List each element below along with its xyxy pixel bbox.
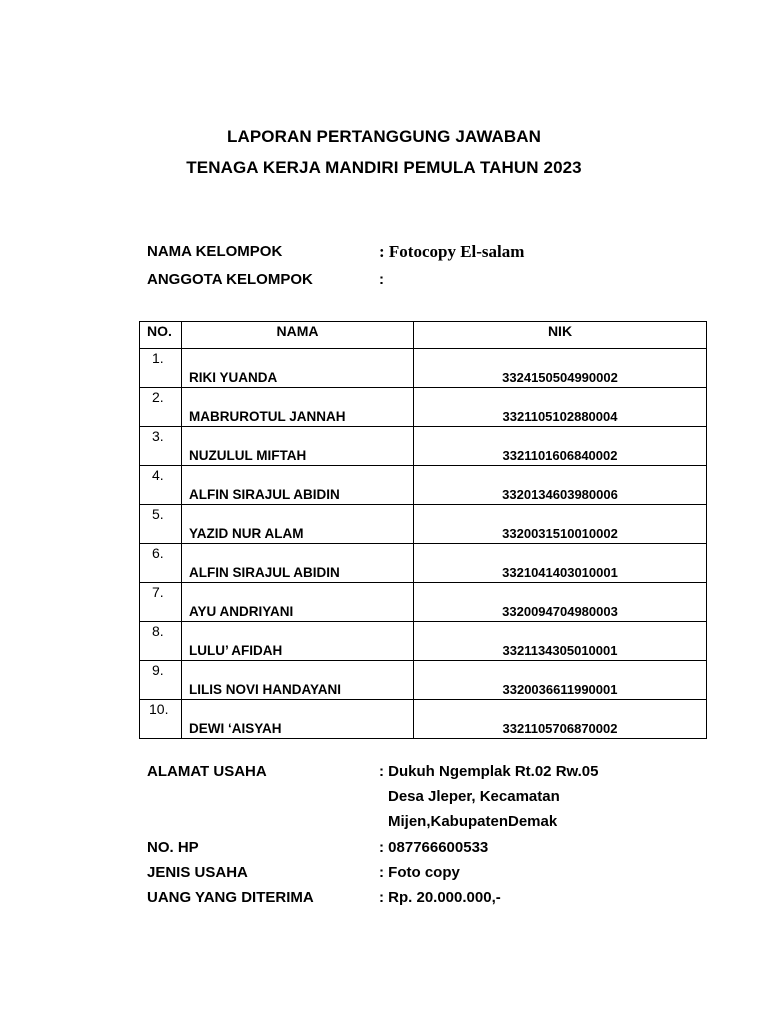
cell-nik (414, 544, 707, 583)
report-title-line-1: LAPORAN PERTANGGUNG JAWABAN (226, 127, 542, 146)
table-row (140, 700, 707, 739)
group-members-label: ANGGOTA KELOMPOK (147, 271, 313, 288)
member-name: YAZID NUR ALAM (189, 526, 304, 541)
cell-number (140, 583, 182, 622)
row-number: 4. (152, 467, 164, 483)
member-nik: 3320134603980006 (502, 487, 618, 502)
money-received-label: UANG YANG DITERIMA (147, 889, 314, 906)
table-row (140, 622, 707, 661)
member-name: LILIS NOVI HANDAYANI (189, 682, 342, 697)
member-name: RIKI YUANDA (189, 370, 278, 385)
cell-name (182, 505, 414, 544)
row-number: 6. (152, 545, 164, 561)
member-nik: 3320036611990001 (502, 682, 618, 697)
phone-label: NO. HP (147, 839, 199, 856)
member-nik: 3320031510010002 (502, 526, 618, 541)
cell-name (182, 427, 414, 466)
row-number: 10. (149, 701, 169, 717)
member-name: AYU ANDRIYANI (189, 604, 294, 619)
money-received-value: : Rp. 20.000.000,- (379, 889, 501, 906)
cell-number (140, 661, 182, 700)
member-nik: 3324150504990002 (502, 370, 618, 385)
row-number: 3. (152, 428, 164, 444)
table-row (140, 544, 707, 583)
cell-nik (414, 622, 707, 661)
report-title-line-2: TENAGA KERJA MANDIRI PEMULA TAHUN 2023 (186, 158, 582, 177)
cell-name (182, 661, 414, 700)
row-number: 9. (152, 662, 164, 678)
cell-nik (414, 583, 707, 622)
business-type-value: : Foto copy (379, 864, 460, 881)
member-name: DEWI ‘AISYAH (189, 721, 282, 736)
table-row (140, 466, 707, 505)
group-name-value: : Fotocopy El-salam (379, 242, 525, 261)
header-name: NAMA (182, 322, 414, 349)
member-name: MABRUROTUL JANNAH (189, 409, 346, 424)
cell-name (182, 700, 414, 739)
cell-nik (414, 661, 707, 700)
cell-nik (414, 700, 707, 739)
header-no: NO. (140, 322, 182, 349)
address-line-3: Mijen,KabupatenDemak (388, 813, 558, 830)
row-number: 2. (152, 389, 164, 405)
member-nik: 3321134305010001 (502, 643, 618, 658)
row-number: 8. (152, 623, 164, 639)
cell-name (182, 544, 414, 583)
cell-number (140, 700, 182, 739)
table-row (140, 505, 707, 544)
member-name: ALFIN SIRAJUL ABIDIN (189, 487, 340, 502)
cell-name (182, 466, 414, 505)
table-row (140, 661, 707, 700)
group-name-label: NAMA KELOMPOK (147, 243, 283, 260)
member-name: NUZULUL MIFTAH (189, 448, 307, 463)
cell-number (140, 466, 182, 505)
member-nik: 3321041403010001 (502, 565, 618, 580)
cell-number (140, 622, 182, 661)
group-members-value: : (379, 271, 384, 288)
cell-number (140, 427, 182, 466)
cell-number (140, 388, 182, 427)
cell-number (140, 349, 182, 388)
member-nik: 3321105706870002 (502, 721, 618, 736)
member-nik: 3321105102880004 (502, 409, 618, 424)
table-header-row (140, 322, 707, 349)
cell-nik (414, 388, 707, 427)
table-row (140, 388, 707, 427)
member-name: ALFIN SIRAJUL ABIDIN (189, 565, 340, 580)
row-number: 7. (152, 584, 164, 600)
business-type-label: JENIS USAHA (147, 864, 248, 881)
cell-name (182, 583, 414, 622)
phone-value: : 087766600533 (379, 839, 489, 856)
cell-nik (414, 427, 707, 466)
table-row (140, 427, 707, 466)
row-number: 1. (152, 350, 164, 366)
address-label: ALAMAT USAHA (147, 763, 267, 780)
member-name: LULU’ AFIDAH (189, 643, 283, 658)
member-nik: 3320094704980003 (502, 604, 618, 619)
cell-name (182, 349, 414, 388)
cell-nik (414, 505, 707, 544)
row-number: 5. (152, 506, 164, 522)
members-table (139, 321, 707, 739)
cell-number (140, 505, 182, 544)
address-line-2: Desa Jleper, Kecamatan (388, 788, 560, 805)
cell-nik (414, 466, 707, 505)
header-nik: NIK (414, 322, 707, 349)
table-row (140, 583, 707, 622)
cell-name (182, 388, 414, 427)
cell-nik (414, 349, 707, 388)
cell-name (182, 622, 414, 661)
address-line-1: : Dukuh Ngemplak Rt.02 Rw.05 (379, 763, 599, 780)
member-nik: 3321101606840002 (502, 448, 618, 463)
cell-number (140, 544, 182, 583)
table-row (140, 349, 707, 388)
